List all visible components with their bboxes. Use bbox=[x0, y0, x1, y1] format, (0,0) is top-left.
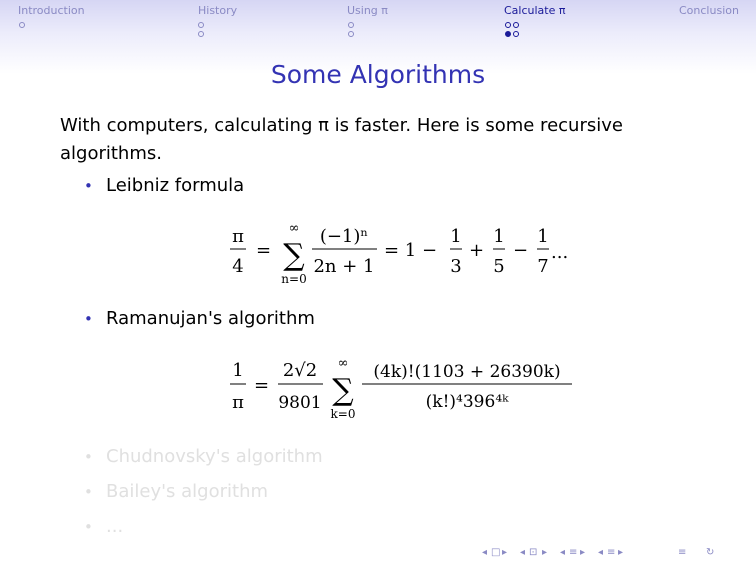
list-item bbox=[84, 175, 244, 196]
fraction-1-denominator: 3 bbox=[450, 256, 462, 277]
next-subsection-icon[interactable]: ▸ bbox=[580, 547, 586, 558]
lhs-denominator: π bbox=[232, 392, 244, 413]
fraction-2-denominator: 5 bbox=[493, 256, 505, 277]
next-section-icon[interactable]: ▸ bbox=[618, 547, 624, 558]
bullet-marker: • bbox=[84, 177, 93, 195]
list-item-label: ... bbox=[106, 516, 124, 537]
lhs-numerator: π bbox=[232, 226, 244, 247]
coefficient-denominator: 9801 bbox=[278, 393, 322, 413]
sum-lower-limit: k=0 bbox=[330, 407, 356, 421]
bullet-marker: • bbox=[84, 518, 93, 536]
fraction-3-numerator: 1 bbox=[537, 226, 549, 247]
slide-dot[interactable] bbox=[348, 22, 354, 28]
summation-symbol: ∑ bbox=[332, 373, 354, 408]
slide-dot-current[interactable] bbox=[505, 31, 511, 37]
sum-upper-limit: ∞ bbox=[288, 221, 300, 236]
subsection-icon[interactable]: ≡ bbox=[569, 547, 578, 558]
prev-slide-icon[interactable]: ◂ bbox=[482, 547, 488, 558]
term-numerator: (4k)!(1103 + 26390k) bbox=[373, 362, 561, 382]
nav-section-conclusion[interactable]: Conclusion bbox=[679, 4, 739, 17]
term-denominator: (k!)⁴396⁴ᵏ bbox=[425, 392, 509, 412]
slide-dot[interactable] bbox=[19, 22, 25, 28]
bullet-marker: • bbox=[84, 310, 93, 328]
list-item-hidden bbox=[84, 446, 323, 467]
nav-section-calculate-pi[interactable]: Calculate π bbox=[504, 4, 566, 17]
term-numerator: (−1)ⁿ bbox=[319, 226, 369, 247]
list-item-hidden bbox=[84, 481, 268, 502]
fraction-1-numerator: 1 bbox=[450, 226, 462, 247]
equals-sign: = bbox=[254, 375, 270, 396]
plus-sign: + bbox=[469, 240, 485, 261]
summation-symbol: ∑ bbox=[283, 238, 305, 273]
equals-sign: = bbox=[256, 240, 272, 261]
slide-dot[interactable] bbox=[348, 31, 354, 37]
list-item-label: Ramanujan's algorithm bbox=[106, 308, 315, 329]
lhs-numerator: 1 bbox=[232, 360, 244, 381]
bullet-marker: • bbox=[84, 483, 93, 501]
list-item-label: Leibniz formula bbox=[106, 175, 245, 196]
prev-subsection-icon[interactable]: ◂ bbox=[560, 547, 566, 558]
next-frame-icon[interactable]: ▸ bbox=[542, 547, 548, 558]
section-icon[interactable]: ≡ bbox=[607, 547, 616, 558]
fraction-3-denominator: 7 bbox=[537, 256, 549, 277]
minus-sign: − bbox=[513, 240, 529, 261]
prev-section-icon[interactable]: ◂ bbox=[598, 547, 604, 558]
next-slide-icon[interactable]: ▸ bbox=[502, 547, 508, 558]
sum-upper-limit: ∞ bbox=[337, 356, 349, 371]
nav-section-using-pi[interactable]: Using π bbox=[347, 4, 388, 17]
lhs-denominator: 4 bbox=[232, 256, 244, 277]
frame-icon[interactable]: ⊡ bbox=[529, 547, 538, 558]
nav-section-history[interactable]: History bbox=[198, 4, 238, 17]
list-item-label: Chudnovsky's algorithm bbox=[106, 446, 323, 467]
slide-dot[interactable] bbox=[513, 31, 519, 37]
beamer-navigation-controls bbox=[482, 547, 742, 561]
sum-lower-limit: n=0 bbox=[281, 272, 307, 286]
coefficient-numerator: 2√2 bbox=[282, 360, 318, 381]
slide-dot[interactable] bbox=[505, 22, 511, 28]
ellipsis: ... bbox=[551, 242, 569, 263]
slide-dot[interactable] bbox=[198, 22, 204, 28]
list-item-label: Bailey's algorithm bbox=[106, 481, 269, 502]
slide-dot[interactable] bbox=[198, 31, 204, 37]
search-back-icon[interactable]: ↻ bbox=[706, 547, 715, 558]
fraction-2-numerator: 1 bbox=[493, 226, 505, 247]
list-item-hidden bbox=[84, 516, 123, 537]
list-item bbox=[84, 308, 315, 329]
intro-paragraph: With computers, calculating π is faster. Here is some recursive algorithms. bbox=[60, 115, 623, 164]
slide-title: Some Algorithms bbox=[270, 60, 486, 89]
equals-one-minus: = 1 − bbox=[384, 240, 438, 261]
nav-section-introduction[interactable]: Introduction bbox=[18, 4, 85, 17]
slide-icon[interactable]: □ bbox=[491, 547, 501, 558]
term-denominator: 2n + 1 bbox=[313, 256, 375, 277]
prev-frame-icon[interactable]: ◂ bbox=[520, 547, 526, 558]
bullet-marker: • bbox=[84, 448, 93, 466]
appendix-icon[interactable]: ≡ bbox=[678, 547, 687, 558]
slide-dot[interactable] bbox=[513, 22, 519, 28]
